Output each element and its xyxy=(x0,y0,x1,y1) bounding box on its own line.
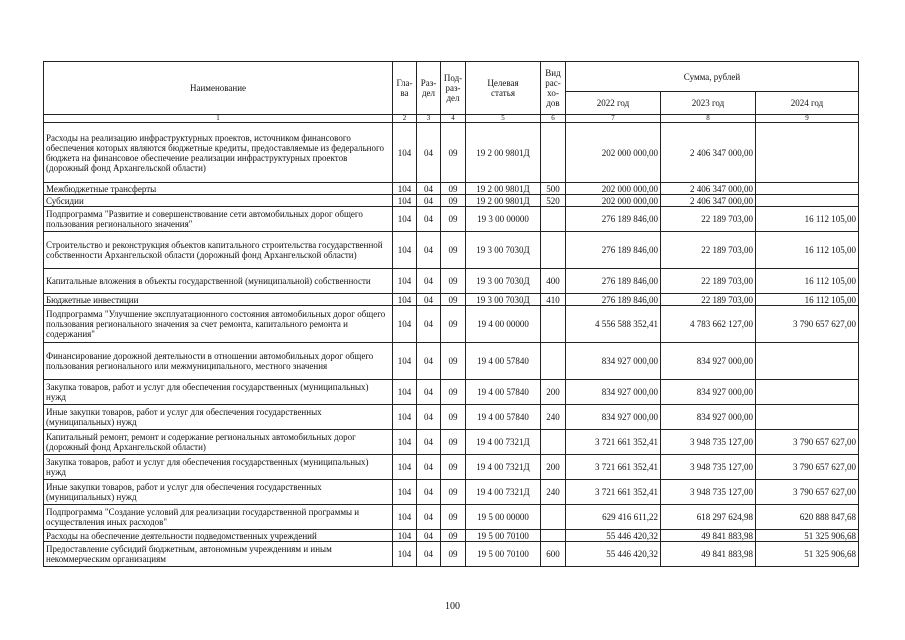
row-name: Предоставление субсидий бюджетным, автономным учреждениям и иным некоммерческим организациям xyxy=(44,542,393,567)
row-razdel: 04 xyxy=(417,430,441,455)
table-row xyxy=(44,455,859,480)
row-sum-2023: 2 406 347 000,00 xyxy=(661,123,756,183)
row-vid xyxy=(541,232,566,269)
row-razdel: 04 xyxy=(417,207,441,232)
row-name: Подпрограмма "Улучшение эксплуатационного состояния автомобильных дорог общего пользования регионального значения за счет ремонта, капитального ремонта и содержания" xyxy=(44,306,393,343)
row-vid: 600 xyxy=(541,542,566,567)
row-sum-2022: 202 000 000,00 xyxy=(566,123,661,183)
row-glava: 104 xyxy=(393,430,417,455)
row-vid xyxy=(541,343,566,380)
row-vid xyxy=(541,207,566,232)
table-row xyxy=(44,530,859,542)
row-vid xyxy=(541,123,566,183)
row-sum-2024: 16 112 105,00 xyxy=(756,269,859,294)
row-glava: 104 xyxy=(393,207,417,232)
row-sum-2022: 629 416 611,22 xyxy=(566,505,661,530)
row-sum-2023: 834 927 000,00 xyxy=(661,405,756,430)
row-name: Закупка товаров, работ и услуг для обеспечения государственных (муниципальных) нужд xyxy=(44,380,393,405)
header-year-2024: 2024 год xyxy=(756,92,859,115)
table-row xyxy=(44,232,859,269)
row-razdel: 04 xyxy=(417,195,441,207)
row-celevaya: 19 3 00 7030Д xyxy=(466,269,541,294)
row-sum-2023: 22 189 703,00 xyxy=(661,269,756,294)
row-sum-2023: 2 406 347 000,00 xyxy=(661,195,756,207)
row-razdel: 04 xyxy=(417,183,441,195)
row-sum-2024 xyxy=(756,195,859,207)
row-sum-2022: 55 446 420,32 xyxy=(566,542,661,567)
row-sum-2023: 22 189 703,00 xyxy=(661,294,756,306)
row-sum-2022: 834 927 000,00 xyxy=(566,380,661,405)
row-glava: 104 xyxy=(393,530,417,542)
row-sum-2022: 276 189 846,00 xyxy=(566,232,661,269)
row-glava: 104 xyxy=(393,306,417,343)
row-glava: 104 xyxy=(393,505,417,530)
row-razdel: 04 xyxy=(417,530,441,542)
header-glava-text: Гла- ва xyxy=(396,78,413,98)
row-podrazdel: 09 xyxy=(441,232,466,269)
row-podrazdel: 09 xyxy=(441,195,466,207)
header-name: Наименование xyxy=(44,62,393,115)
row-podrazdel: 09 xyxy=(441,294,466,306)
row-sum-2024 xyxy=(756,343,859,380)
row-glava: 104 xyxy=(393,542,417,567)
row-sum-2022: 202 000 000,00 xyxy=(566,195,661,207)
row-name: Строительство и реконструкция объектов капитального строительства государственной собственности Архангельской области (дорожный фонд Архангельской области) xyxy=(44,232,393,269)
row-glava: 104 xyxy=(393,123,417,183)
row-glava: 104 xyxy=(393,405,417,430)
row-glava: 104 xyxy=(393,269,417,294)
row-razdel: 04 xyxy=(417,343,441,380)
column-number: 4 xyxy=(441,115,466,123)
header-vid xyxy=(541,62,566,115)
row-podrazdel: 09 xyxy=(441,380,466,405)
row-name: Иные закупки товаров, работ и услуг для обеспечения государственных (муниципальных) нужд xyxy=(44,405,393,430)
row-glava: 104 xyxy=(393,455,417,480)
header-razdel xyxy=(417,62,441,115)
row-podrazdel: 09 xyxy=(441,455,466,480)
row-razdel: 04 xyxy=(417,455,441,480)
table-row xyxy=(44,505,859,530)
row-glava: 104 xyxy=(393,480,417,505)
row-podrazdel: 09 xyxy=(441,530,466,542)
row-sum-2022: 4 556 588 352,41 xyxy=(566,306,661,343)
row-vid xyxy=(541,430,566,455)
header-vid-text: Вид рас- хо- дов xyxy=(545,68,561,108)
row-glava: 104 xyxy=(393,294,417,306)
row-sum-2024 xyxy=(756,380,859,405)
row-podrazdel: 09 xyxy=(441,343,466,380)
row-vid: 500 xyxy=(541,183,566,195)
row-podrazdel: 09 xyxy=(441,430,466,455)
row-celevaya: 19 4 00 00000 xyxy=(466,306,541,343)
row-vid: 200 xyxy=(541,380,566,405)
row-sum-2022: 834 927 000,00 xyxy=(566,405,661,430)
row-celevaya: 19 5 00 70100 xyxy=(466,542,541,567)
row-celevaya: 19 4 00 7321Д xyxy=(466,430,541,455)
row-sum-2024 xyxy=(756,405,859,430)
table-row xyxy=(44,480,859,505)
table-row xyxy=(44,294,859,306)
row-podrazdel: 09 xyxy=(441,123,466,183)
row-sum-2023: 49 841 883,98 xyxy=(661,530,756,542)
row-sum-2022: 834 927 000,00 xyxy=(566,343,661,380)
row-name: Межбюджетные трансферты xyxy=(44,183,393,195)
header-glava xyxy=(393,62,417,115)
table-row xyxy=(44,306,859,343)
row-glava: 104 xyxy=(393,232,417,269)
table-row xyxy=(44,195,859,207)
row-sum-2024: 3 790 657 627,00 xyxy=(756,306,859,343)
row-sum-2024: 3 790 657 627,00 xyxy=(756,455,859,480)
row-name: Подпрограмма "Создание условий для реализации государственной программы и осуществления иных расходов" xyxy=(44,505,393,530)
table-row xyxy=(44,183,859,195)
row-podrazdel: 09 xyxy=(441,505,466,530)
row-razdel: 04 xyxy=(417,542,441,567)
row-vid: 520 xyxy=(541,195,566,207)
row-podrazdel: 09 xyxy=(441,405,466,430)
row-sum-2024: 3 790 657 627,00 xyxy=(756,430,859,455)
row-sum-2022: 3 721 661 352,41 xyxy=(566,480,661,505)
row-razdel: 04 xyxy=(417,505,441,530)
row-name: Финансирование дорожной деятельности в отношении автомобильных дорог общего пользования регионального или межмуниципального, местного значения xyxy=(44,343,393,380)
column-number: 8 xyxy=(661,115,756,123)
table-row xyxy=(44,542,859,567)
row-podrazdel: 09 xyxy=(441,306,466,343)
row-sum-2023: 3 948 735 127,00 xyxy=(661,480,756,505)
row-glava: 104 xyxy=(393,195,417,207)
row-sum-2023: 834 927 000,00 xyxy=(661,380,756,405)
row-sum-2024: 51 325 906,68 xyxy=(756,542,859,567)
row-podrazdel: 09 xyxy=(441,269,466,294)
row-celevaya: 19 4 00 7321Д xyxy=(466,480,541,505)
row-name: Расходы на обеспечение деятельности подведомственных учреждений xyxy=(44,530,393,542)
row-celevaya: 19 2 00 9801Д xyxy=(466,123,541,183)
row-sum-2022: 3 721 661 352,41 xyxy=(566,430,661,455)
row-name: Бюджетные инвестиции xyxy=(44,294,393,306)
row-razdel: 04 xyxy=(417,294,441,306)
column-number: 9 xyxy=(756,115,859,123)
row-sum-2022: 276 189 846,00 xyxy=(566,294,661,306)
column-number: 2 xyxy=(393,115,417,123)
row-sum-2023: 3 948 735 127,00 xyxy=(661,430,756,455)
row-podrazdel: 09 xyxy=(441,480,466,505)
table-row xyxy=(44,380,859,405)
row-vid xyxy=(541,306,566,343)
row-sum-2024: 620 888 847,68 xyxy=(756,505,859,530)
table-row xyxy=(44,430,859,455)
row-name: Подпрограмма "Развитие и совершенствование сети автомобильных дорог общего пользования регионального значения" xyxy=(44,207,393,232)
row-razdel: 04 xyxy=(417,232,441,269)
row-sum-2024: 51 325 906,68 xyxy=(756,530,859,542)
row-name: Иные закупки товаров, работ и услуг для обеспечения государственных (муниципальных) нужд xyxy=(44,480,393,505)
row-sum-2022: 3 721 661 352,41 xyxy=(566,455,661,480)
table-row xyxy=(44,269,859,294)
row-podrazdel: 09 xyxy=(441,542,466,567)
row-sum-2023: 22 189 703,00 xyxy=(661,207,756,232)
row-sum-2023: 618 297 624,98 xyxy=(661,505,756,530)
row-razdel: 04 xyxy=(417,480,441,505)
column-number: 7 xyxy=(566,115,661,123)
row-glava: 104 xyxy=(393,380,417,405)
header-celevaya xyxy=(466,62,541,115)
row-celevaya: 19 4 00 57840 xyxy=(466,343,541,380)
table-row xyxy=(44,405,859,430)
row-sum-2024: 16 112 105,00 xyxy=(756,207,859,232)
header-summa: Сумма, рублей xyxy=(566,62,859,92)
page-number: 100 xyxy=(445,601,460,612)
row-podrazdel: 09 xyxy=(441,207,466,232)
row-celevaya: 19 4 00 57840 xyxy=(466,380,541,405)
header-year-2023: 2023 год xyxy=(661,92,756,115)
row-podrazdel: 09 xyxy=(441,183,466,195)
row-razdel: 04 xyxy=(417,405,441,430)
row-razdel: 04 xyxy=(417,269,441,294)
row-glava: 104 xyxy=(393,343,417,380)
row-vid: 240 xyxy=(541,480,566,505)
row-razdel: 04 xyxy=(417,306,441,343)
row-name: Закупка товаров, работ и услуг для обеспечения государственных (муниципальных) нужд xyxy=(44,455,393,480)
header-razdel-text: Раз- дел xyxy=(420,78,437,98)
row-sum-2022: 202 000 000,00 xyxy=(566,183,661,195)
row-sum-2024 xyxy=(756,123,859,183)
row-razdel: 04 xyxy=(417,380,441,405)
table-row xyxy=(44,123,859,183)
row-vid xyxy=(541,505,566,530)
row-vid: 400 xyxy=(541,269,566,294)
row-celevaya: 19 2 00 9801Д xyxy=(466,183,541,195)
row-vid xyxy=(541,530,566,542)
header-podrazdel xyxy=(441,62,466,115)
row-sum-2023: 834 927 000,00 xyxy=(661,343,756,380)
budget-table xyxy=(43,61,859,567)
row-vid: 240 xyxy=(541,405,566,430)
row-vid: 410 xyxy=(541,294,566,306)
header-podrazdel-text: Под- раз- дел xyxy=(443,73,463,103)
table-row xyxy=(44,343,859,380)
row-sum-2024: 16 112 105,00 xyxy=(756,294,859,306)
row-sum-2022: 276 189 846,00 xyxy=(566,207,661,232)
row-name: Субсидии xyxy=(44,195,393,207)
row-name: Капитальные вложения в объекты государственной (муниципальной) собственности xyxy=(44,269,393,294)
row-name: Расходы на реализацию инфраструктурных проектов, источником финансового обеспечения которых являются бюджетные кредиты, предоставляемые из федерального бюджета на финансовое обеспечение реализации инфраструктурных проектов (дорожный фонд Архангельской области) xyxy=(44,123,393,183)
row-sum-2023: 3 948 735 127,00 xyxy=(661,455,756,480)
row-celevaya: 19 2 00 9801Д xyxy=(466,195,541,207)
row-sum-2023: 49 841 883,98 xyxy=(661,542,756,567)
row-celevaya: 19 4 00 57840 xyxy=(466,405,541,430)
row-glava: 104 xyxy=(393,183,417,195)
row-celevaya: 19 5 00 70100 xyxy=(466,530,541,542)
row-sum-2023: 4 783 662 127,00 xyxy=(661,306,756,343)
column-number: 3 xyxy=(417,115,441,123)
column-number: 1 xyxy=(44,115,393,123)
row-celevaya: 19 5 00 00000 xyxy=(466,505,541,530)
row-sum-2024 xyxy=(756,183,859,195)
row-sum-2022: 276 189 846,00 xyxy=(566,269,661,294)
row-celevaya: 19 4 00 7321Д xyxy=(466,455,541,480)
table-row xyxy=(44,207,859,232)
row-sum-2023: 2 406 347 000,00 xyxy=(661,183,756,195)
row-sum-2023: 22 189 703,00 xyxy=(661,232,756,269)
header-celevaya-text: Целевая статья xyxy=(487,78,519,98)
column-number: 5 xyxy=(466,115,541,123)
row-razdel: 04 xyxy=(417,123,441,183)
row-sum-2024: 16 112 105,00 xyxy=(756,232,859,269)
row-sum-2022: 55 446 420,32 xyxy=(566,530,661,542)
column-number: 6 xyxy=(541,115,566,123)
header-year-2022: 2022 год xyxy=(566,92,661,115)
row-vid: 200 xyxy=(541,455,566,480)
row-celevaya: 19 3 00 7030Д xyxy=(466,294,541,306)
row-celevaya: 19 3 00 00000 xyxy=(466,207,541,232)
row-sum-2024: 3 790 657 627,00 xyxy=(756,480,859,505)
row-name: Капитальный ремонт, ремонт и содержание региональных автомобильных дорог (дорожный фонд Архангельской области) xyxy=(44,430,393,455)
row-celevaya: 19 3 00 7030Д xyxy=(466,232,541,269)
column-numbers-row xyxy=(44,115,859,123)
